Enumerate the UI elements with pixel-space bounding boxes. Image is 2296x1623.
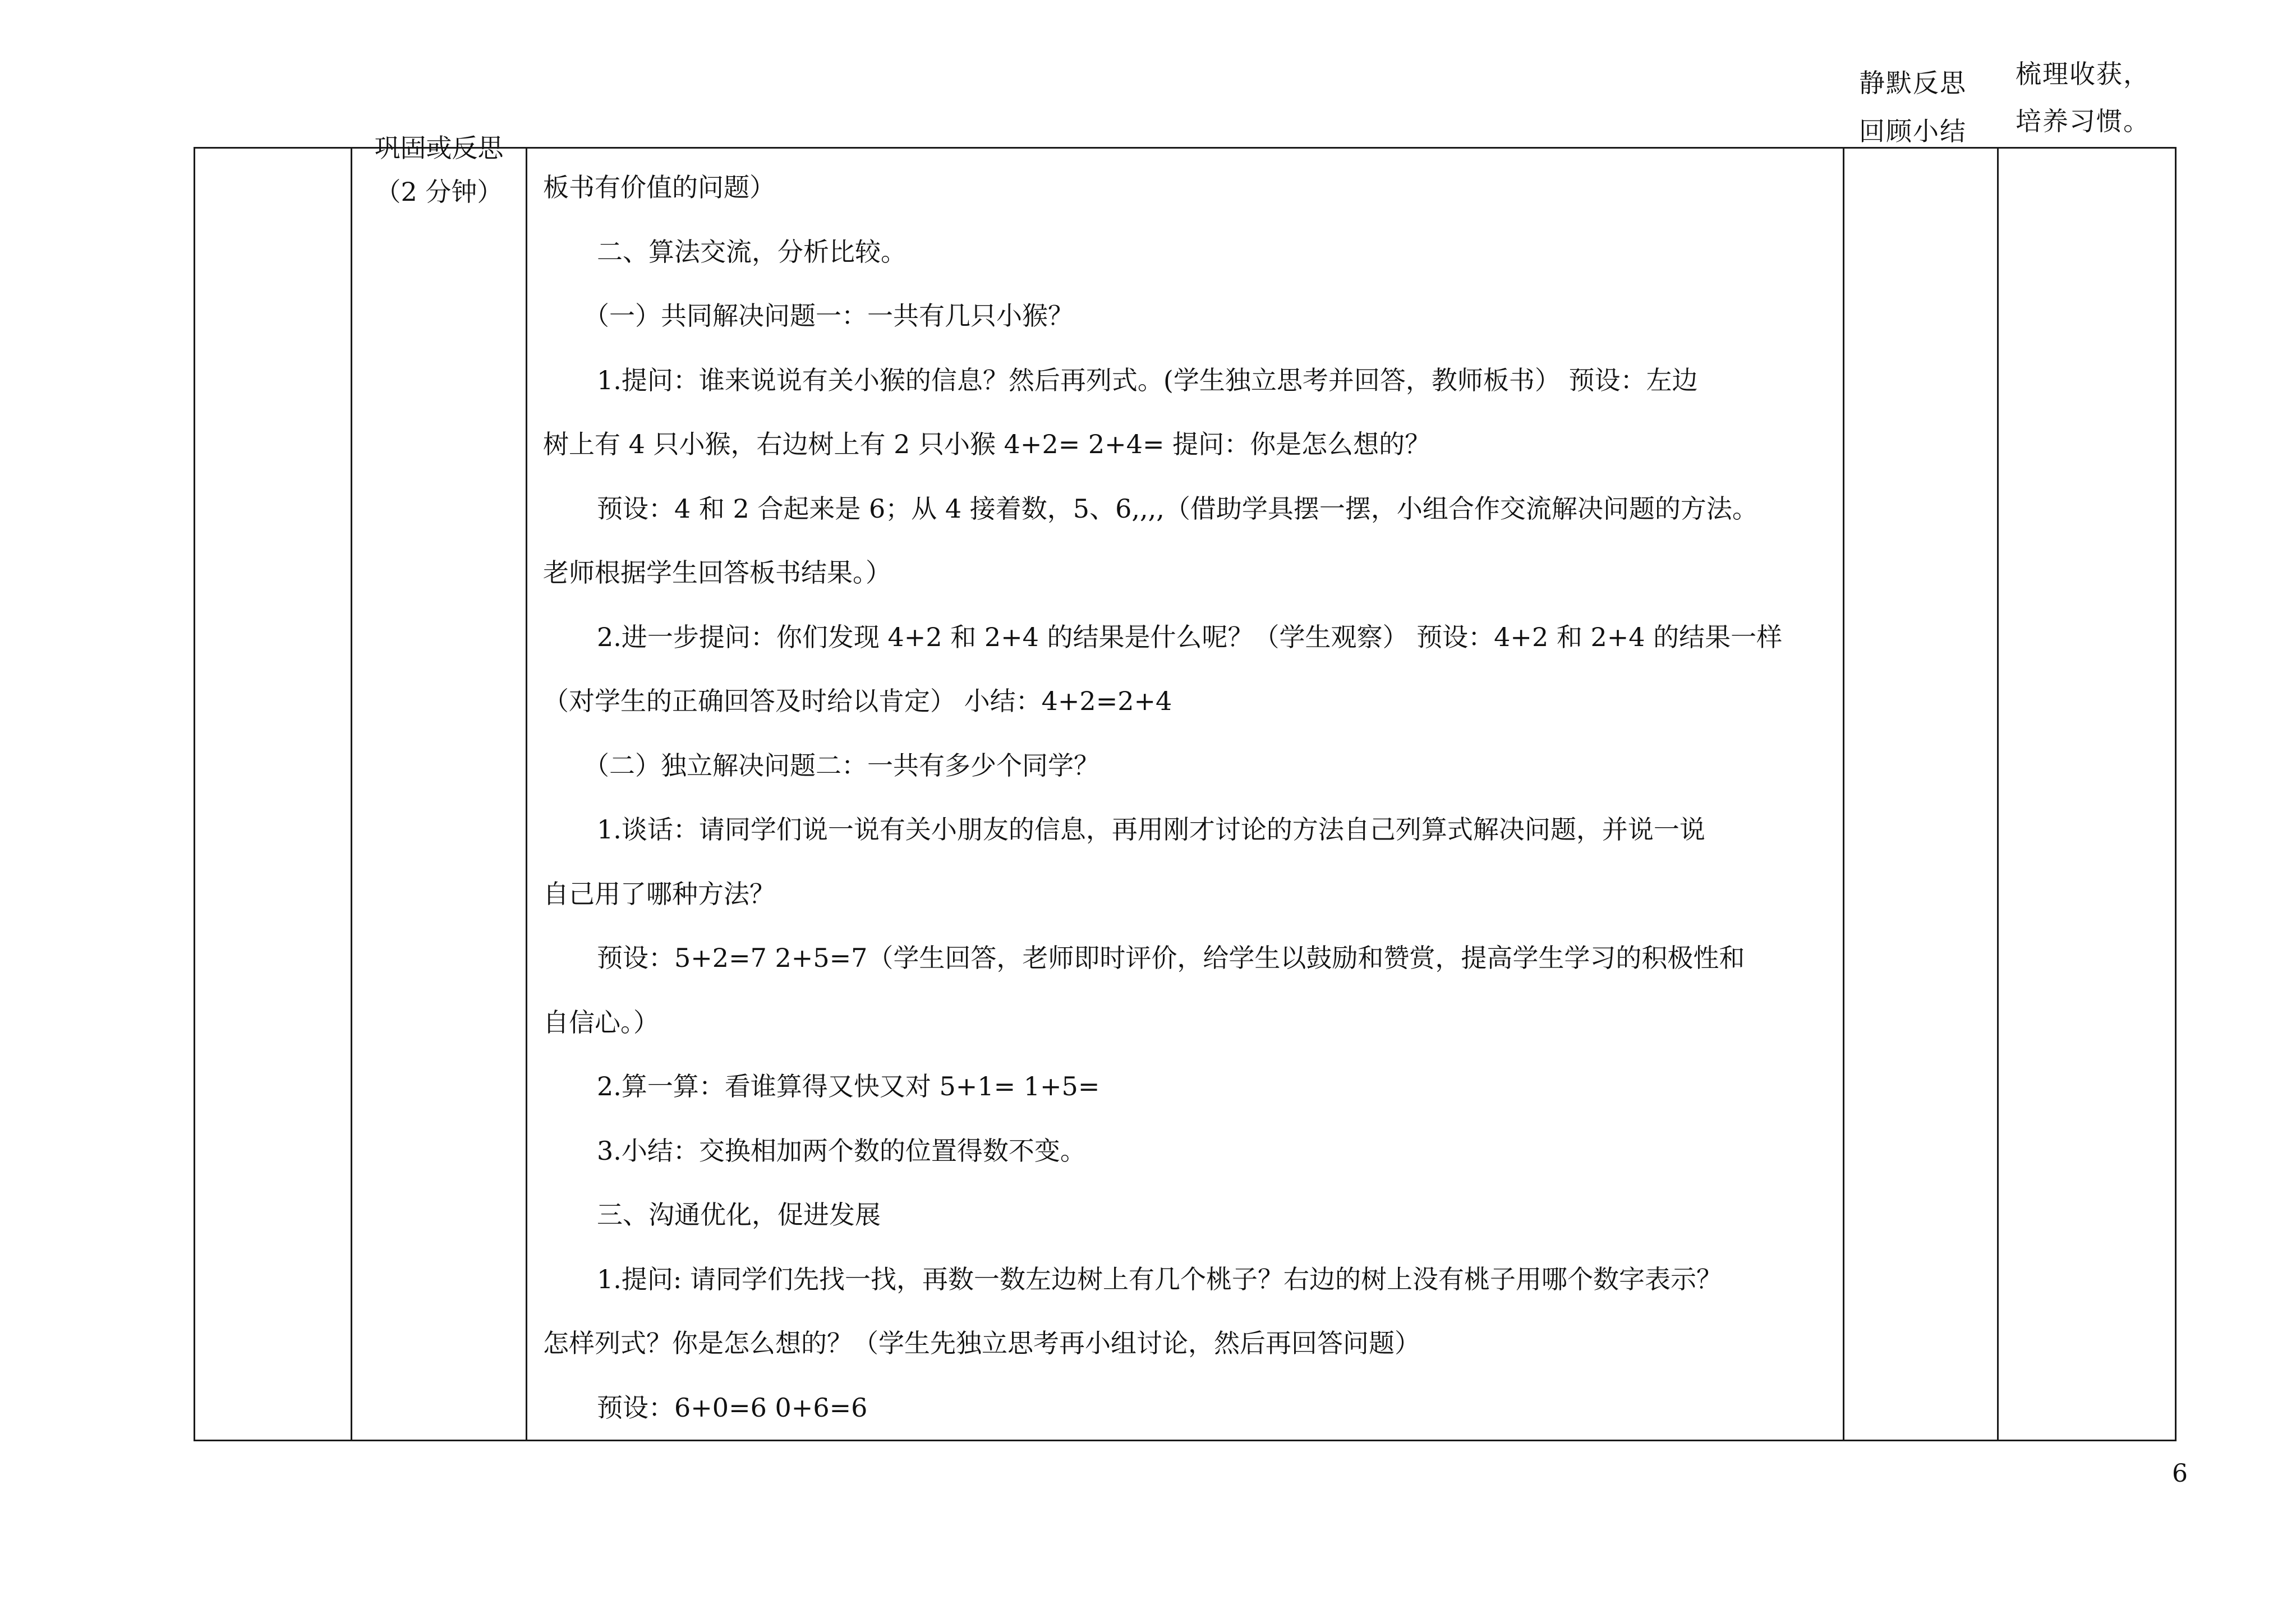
content-line: 怎样列式？你是怎么想的？（学生先独立思考再小组讨论，然后再回答问题） [543, 1328, 1420, 1358]
table-row [195, 148, 2176, 1441]
stage-name: 巩固或反思 [374, 133, 504, 163]
content-line: 预设：5+2=7 2+5=7（学生回答，老师即时评价，给学生以鼓励和赞赏，提高学生学习的积极性和 [597, 943, 1745, 973]
content-line: 自信心。） [543, 1007, 659, 1038]
content-line: 1.提问：谁来说说有关小猴的信息？然后再列式。(学生独立思考并回答，教师板书） 预设：左边 [597, 365, 1698, 395]
blank-cell [195, 148, 352, 1441]
content-line: 三、沟通优化，促进发展 [597, 1200, 881, 1230]
content-line: 板书有价值的问题） [543, 172, 775, 202]
content-line: 老师根据学生回答板书结果。） [543, 557, 891, 588]
content-line: 预设：6+0=6 0+6=6 [597, 1392, 868, 1423]
content-line: （一）共同解决问题一：一共有几只小猴？ [583, 301, 1074, 331]
content-line: （对学生的正确回答及时给以肯定） 小结：4+2=2+4 [543, 686, 1172, 716]
stage-duration: （2 分钟） [375, 177, 503, 207]
page-number: 6 [2172, 1459, 2188, 1488]
design-intent-text [1999, 50, 2175, 145]
content-line: 二、算法交流，分析比较。 [597, 236, 907, 267]
stage-cell [352, 133, 527, 1441]
content-line: 1.谈话：请同学们说一说有关小朋友的信息，再用刚才讨论的方法自己列算式解决问题，并说一说 [597, 814, 1705, 845]
student-activity-line: 回顾小结 [1859, 116, 1967, 146]
student-activity-line: 静默反思 [1859, 68, 1967, 98]
content-line: 预设：4 和 2 合起来是 6；从 4 接着数，5、6,,,,（借助学具摆一摆，小组合作交流解决问题的方法。 [597, 493, 1758, 524]
stage-text [352, 126, 526, 214]
content-line: 1.提问: 请同学们先找一找，再数一数左边树上有几个桃子？右边的树上没有桃子用哪个数字表示？ [597, 1264, 1723, 1294]
content-line: （二）独立解决问题二：一共有多少个同学？ [583, 750, 1099, 781]
design-intent-line: 梳理收获， [2016, 59, 2150, 89]
content-line: 树上有 4 只小猴，右边树上有 2 只小猴 4+2= 2+4= 提问：你是怎么想的？ [543, 429, 1431, 459]
lesson-plan-table [194, 59, 2177, 1441]
content-line: 2.算一算：看谁算得又快又对 5+1= 1+5= [597, 1071, 1100, 1101]
content-line: 3.小结：交换相加两个数的位置得数不变。 [597, 1135, 1086, 1166]
content-line: 2.进一步提问：你们发现 4+2 和 2+4 的结果是什么呢？（学生观察） 预设：4+2 和 2+4 的结果一样 [597, 621, 1783, 652]
student-activity-text [1844, 59, 1997, 155]
design-intent-line: 培养习惯。 [2016, 106, 2150, 136]
teaching-content [527, 149, 1843, 1440]
content-line: 自己用了哪种方法？ [543, 878, 775, 909]
teaching-content-cell [527, 148, 1844, 1441]
student-activity-cell [1844, 68, 1998, 1441]
design-intent-cell [1998, 59, 2176, 1441]
